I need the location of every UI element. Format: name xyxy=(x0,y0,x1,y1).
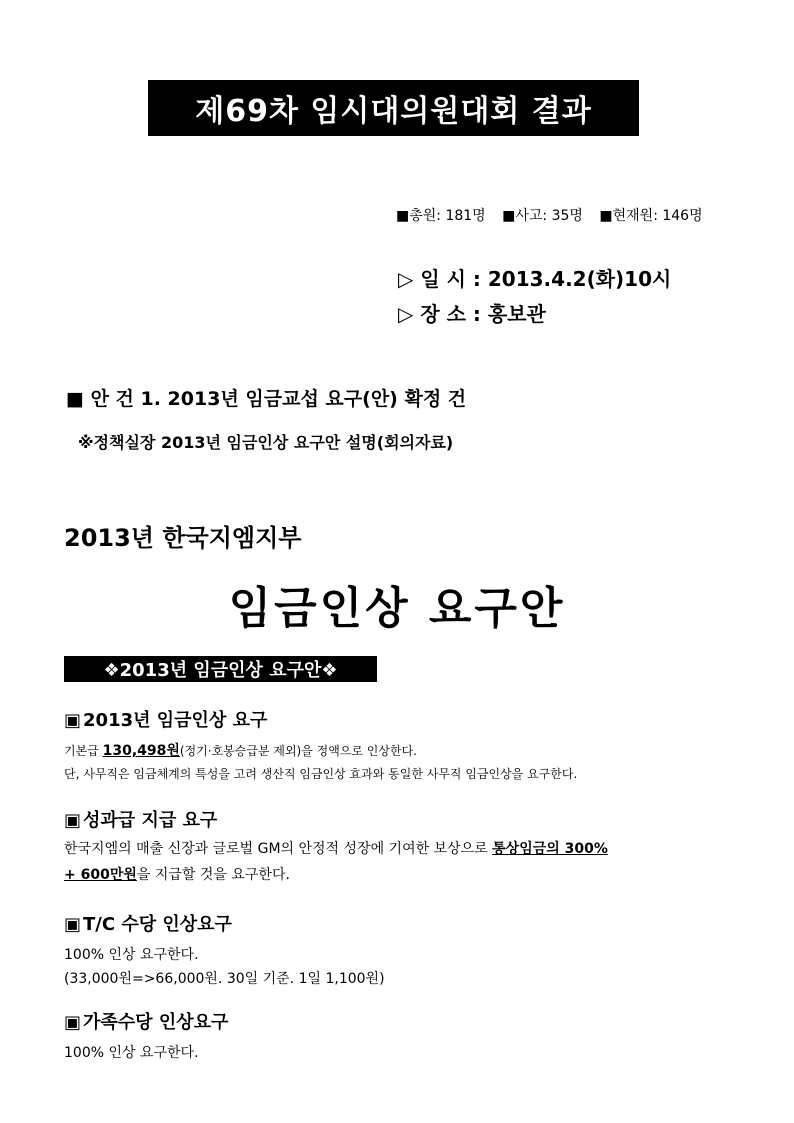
section-wage-heading xyxy=(64,706,267,732)
meeting-date xyxy=(398,263,671,292)
attendance-stats xyxy=(396,205,715,225)
wage-line-1 xyxy=(64,740,417,760)
meeting-place xyxy=(398,298,546,327)
bonus-line-2 xyxy=(64,864,290,884)
family-line-1: 100% 인상 요구한다. xyxy=(64,1045,199,1061)
wage-line-1-pre: 기본급 xyxy=(64,744,103,758)
stat-total: ■총원: 181명 xyxy=(396,208,486,224)
tc-line-1: 100% 인상 요구한다. xyxy=(64,947,199,963)
square-bullet-icon: ▣ xyxy=(64,810,82,831)
bonus-line-2-post: 을 지급할 것을 요구한다. xyxy=(136,867,290,883)
section-bonus-heading xyxy=(64,806,217,832)
stat-absent: ■사고: 35명 xyxy=(502,208,583,224)
section-family-title: 가족수당 인상요구 xyxy=(83,1012,229,1033)
section-banner: ❖2013년 임금인상 요구안❖ xyxy=(64,656,377,682)
org-heading: 2013년 한국지엠지부 xyxy=(64,524,302,552)
tc-line-2: (33,000원=>66,000원. 30일 기준. 1일 1,100원) xyxy=(64,971,385,987)
date-value: 2013.4.2(화)10시 xyxy=(487,267,672,291)
bonus-line-1 xyxy=(64,838,608,858)
bonus-line-2-underlined: + 600만원 xyxy=(64,867,137,883)
agenda-item: ■ 안 건 1. 2013년 임금교섭 요구(안) 확정 건 xyxy=(66,388,467,410)
wage-line-2: 단, 사무직은 임금체계의 특성을 고려 생산직 임금인상 효과와 동일한 사무직 임금인상을 요구한다. xyxy=(64,767,578,781)
square-bullet-icon: ▣ xyxy=(64,1012,82,1033)
page-title: 제69차 임시대의원대회 결과 xyxy=(148,80,639,136)
section-wage-title: 2013년 임금인상 요구 xyxy=(83,710,268,731)
bonus-line-1-underlined: 통상임금의 300% xyxy=(492,841,608,857)
section-bonus-title: 성과급 지급 요구 xyxy=(83,810,218,831)
square-bullet-icon: ▣ xyxy=(64,914,82,935)
agenda-note: ※정책실장 2013년 임금인상 요구안 설명(회의자료) xyxy=(78,433,454,452)
section-tc-title: T/C 수당 인상요구 xyxy=(83,914,232,935)
place-value: 홍보관 xyxy=(487,302,546,326)
square-bullet-icon: ▣ xyxy=(64,710,82,731)
stat-present: ■현재원: 146명 xyxy=(599,208,703,224)
bonus-line-1-pre: 한국지엠의 매출 신장과 글로벌 GM의 안정적 성장에 기여한 보상으로 xyxy=(64,841,493,857)
document-title: 임금인상 요구안 xyxy=(228,583,566,634)
wage-amount: 130,498원 xyxy=(102,743,180,759)
wage-line-1-post: (정기·호봉승급분 제외)을 정액으로 인상한다. xyxy=(179,744,417,758)
section-family-heading xyxy=(64,1008,228,1034)
date-label: ▷ 일 시 : xyxy=(398,267,481,291)
section-tc-heading xyxy=(64,910,232,936)
place-label: ▷ 장 소 : xyxy=(398,302,481,326)
